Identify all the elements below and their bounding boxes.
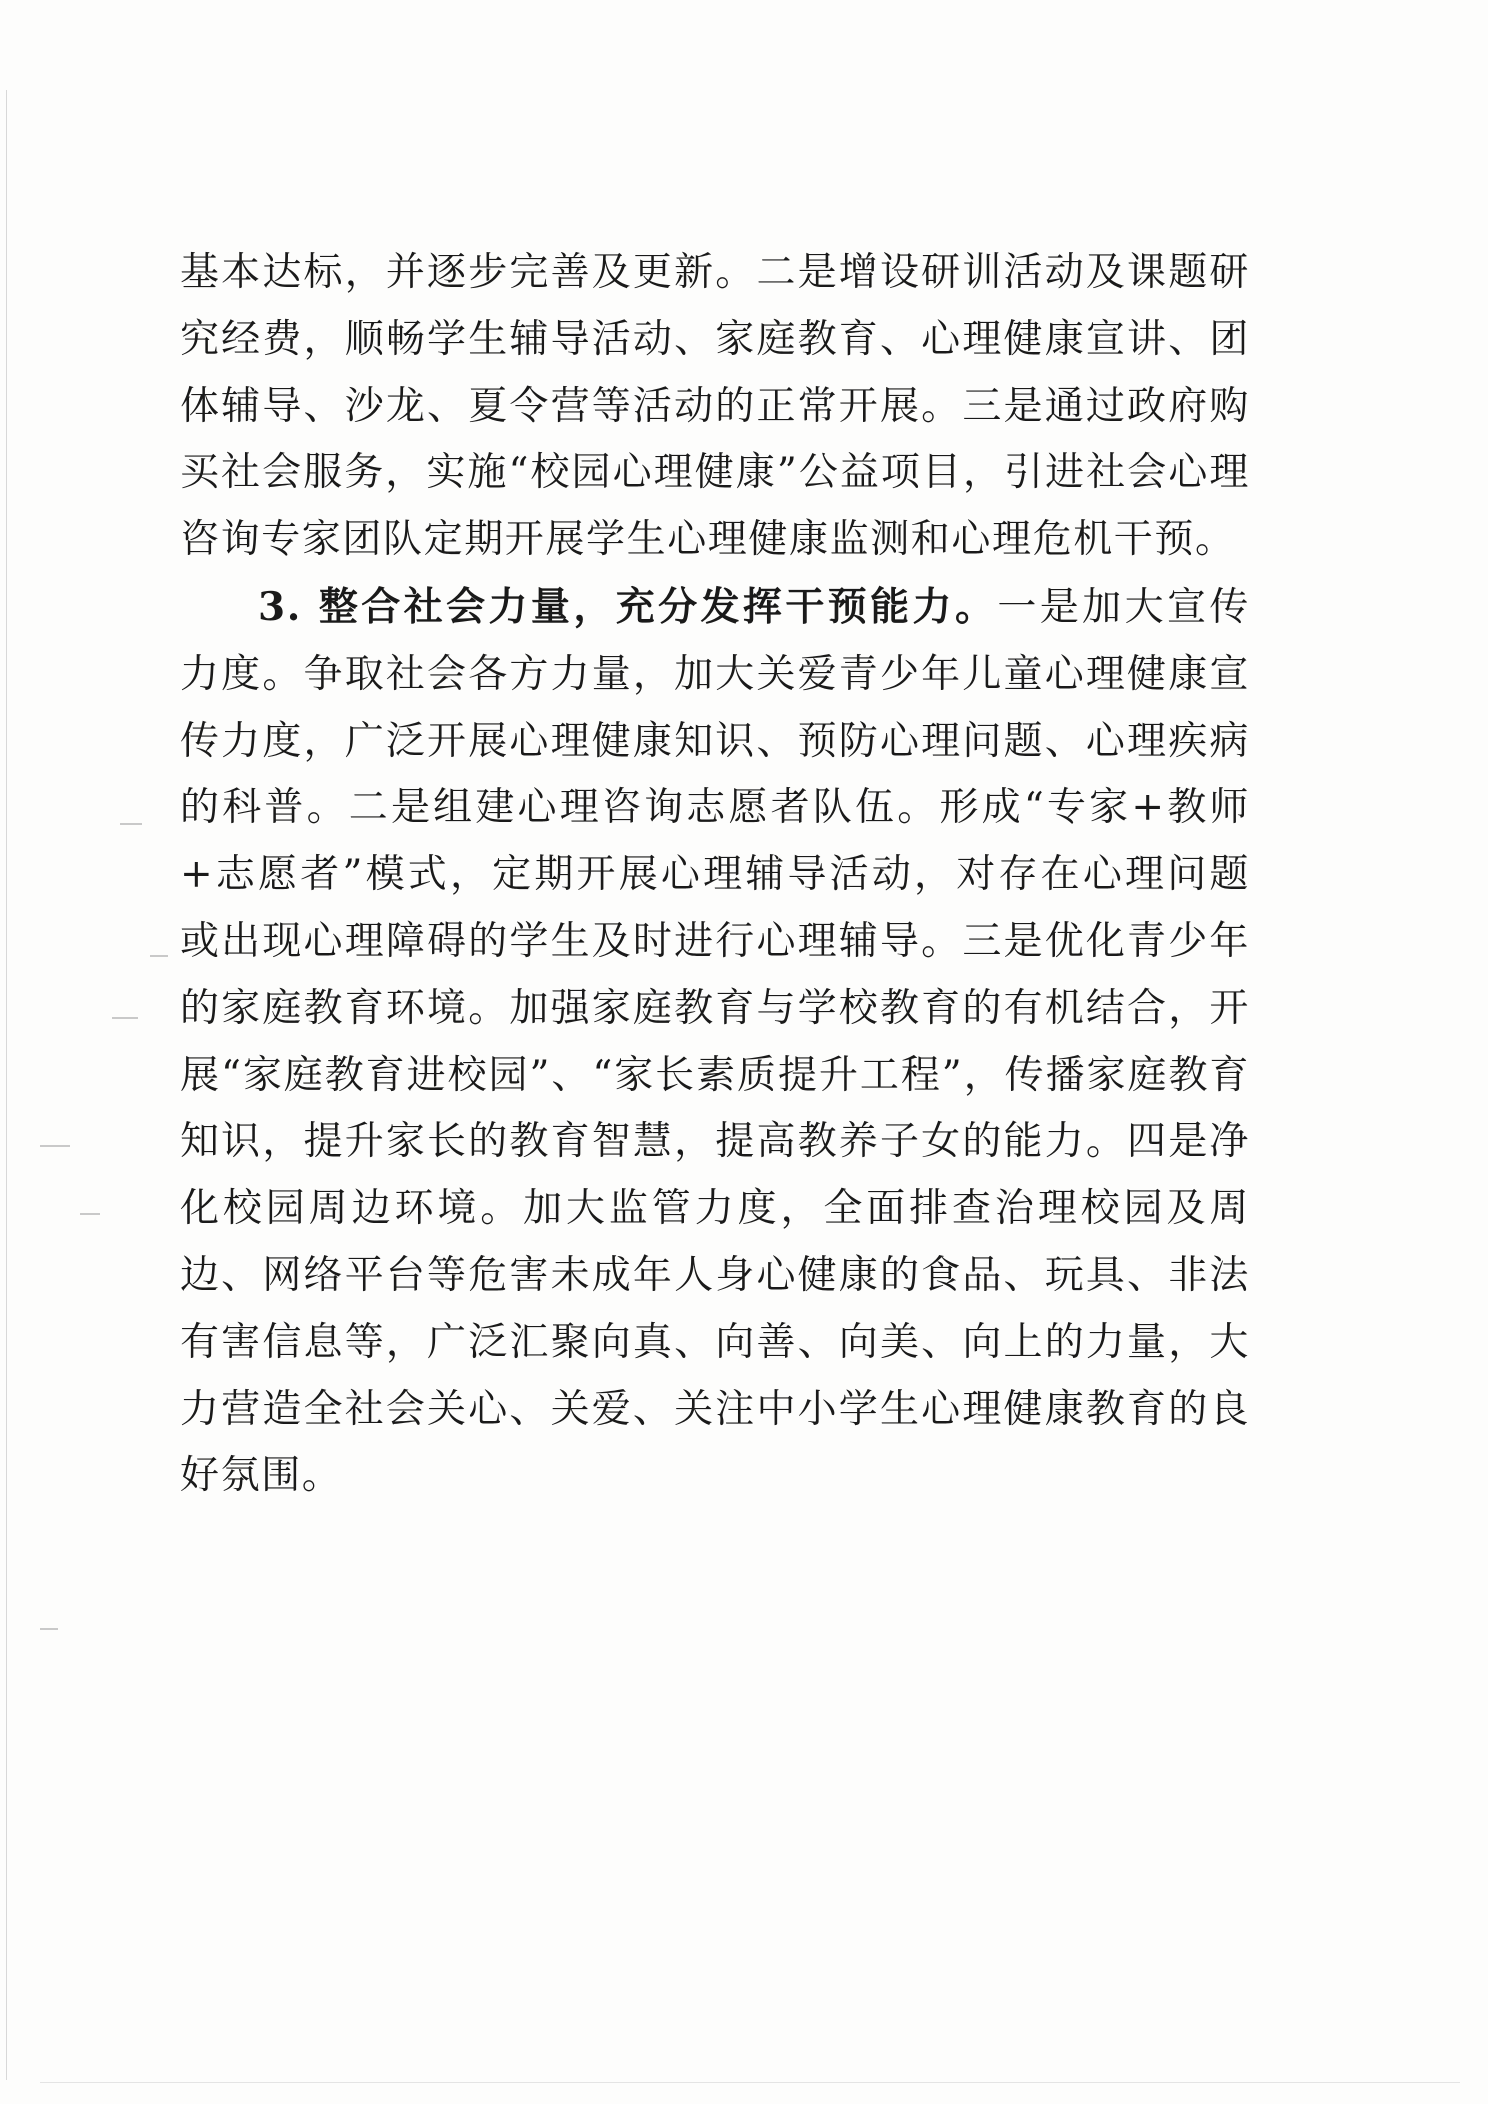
body-text bbox=[180, 240, 1250, 1510]
paragraph-section-3 bbox=[180, 574, 1250, 1510]
section-3-body: 一是加大宣传力度。争取社会各方力量，加大关爱青少年儿童心理健康宣传力度，广泛开展心理健康知识、预防心理问题、心理疾病的科普。二是组建心理咨询志愿者队伍。形成“专家+教师+志愿者”模式，定期开展心理辅导活动，对存在心理问题或出现心理障碍的学生及时进行心理辅导。三是优化青少年的家庭教育环境。加强家庭教育与学校教育的有机结合，开展“家庭教育进校园”、“家长素质提升工程”，传播家庭教育知识，提升家长的教育智慧，提高教养子女的能力。四是净化校园周边环境。加大监管力度，全面排查治理校园及周边、网络平台等危害未成年人身心健康的食品、玩具、非法有害信息等，广泛汇聚向真、向善、向美、向上的力量，大力营造全社会关心、关爱、关注中小学生心理健康教育的良好氛围。 bbox=[180, 584, 1250, 1499]
scan-artifact-mark bbox=[40, 1628, 58, 1630]
scan-artifact-mark bbox=[120, 823, 142, 825]
paragraph-continued: 基本达标，并逐步完善及更新。二是增设研训活动及课题研究经费，顺畅学生辅导活动、家庭教育、心理健康宣讲、团体辅导、沙龙、夏令营等活动的正常开展。三是通过政府购买社会服务，实施“校园心理健康”公益项目，引进社会心理咨询专家团队定期开展学生心理健康监测和心理危机干预。 bbox=[180, 250, 1250, 563]
scan-artifact-mark bbox=[40, 1145, 70, 1147]
scan-bottom-edge bbox=[40, 2082, 1460, 2083]
scan-artifact-mark bbox=[150, 955, 168, 957]
section-3-heading: 3. 整合社会力量，充分发挥干预能力。 bbox=[258, 583, 998, 630]
scan-artifact-mark bbox=[112, 1017, 138, 1019]
scan-artifact-mark bbox=[80, 1213, 100, 1215]
scan-edge-shadow bbox=[6, 90, 7, 2080]
